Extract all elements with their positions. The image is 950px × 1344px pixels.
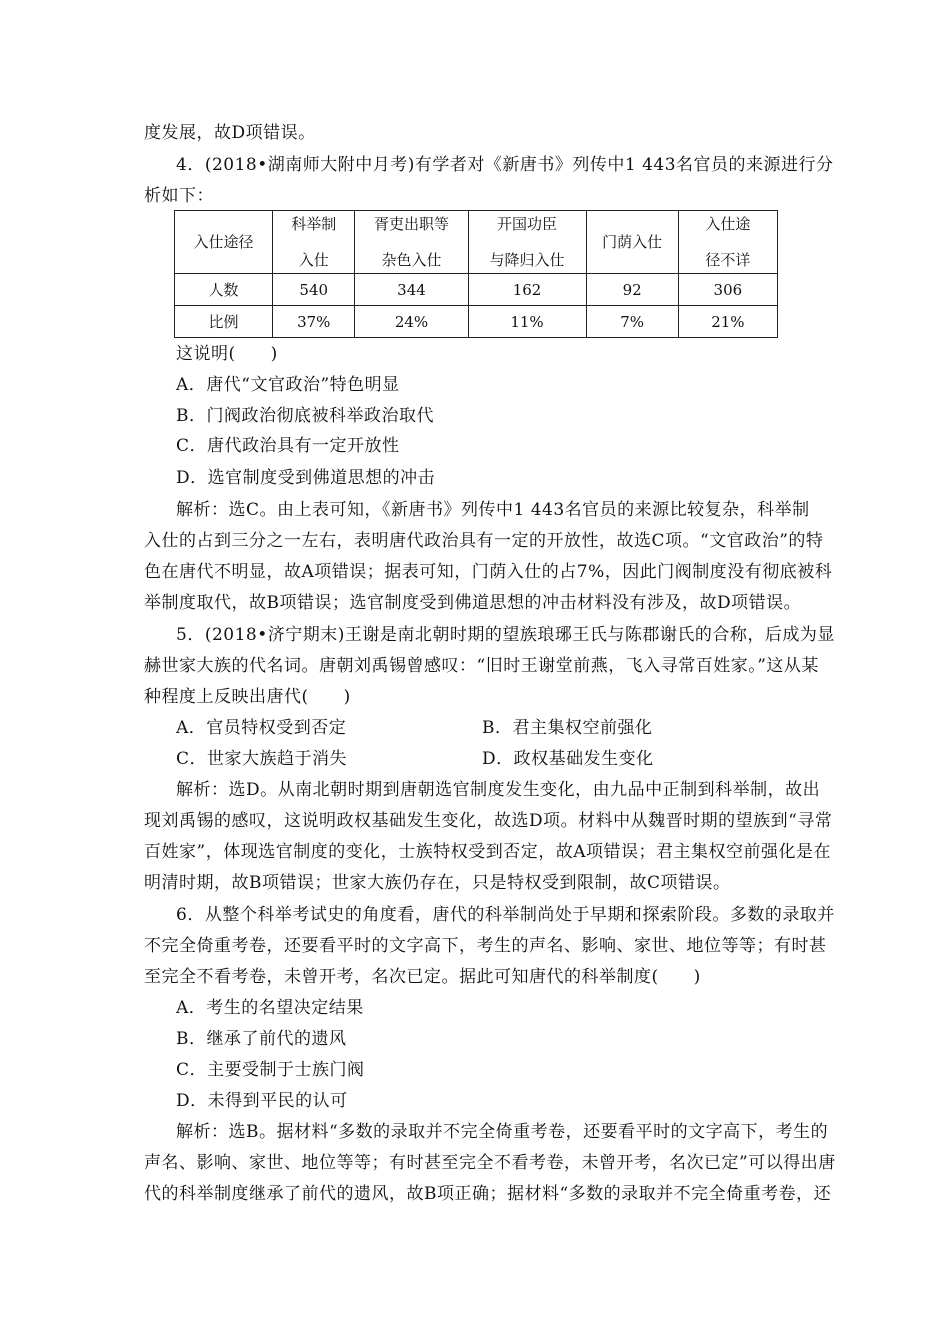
question-5: 5．(2018•济宁期末)王谢是南北朝时期的望族琅琊王氏与陈郡谢氏的合称，后成为显 — [176, 625, 835, 645]
question-4: 4．(2018•湖南师大附中月考)有学者对《新唐书》列传中1 443名官员的来源进行分 — [176, 155, 834, 175]
table-cell: 比例 — [175, 306, 273, 338]
option-b: B．门阀政治彻底被科举政治取代 — [176, 406, 434, 426]
option-c: C．唐代政治具有一定开放性 — [176, 436, 400, 456]
text-line: 声名、影响、家世、地位等等；有时甚至完全不看考卷，未曾开考，名次已定”可以得出唐 — [144, 1153, 836, 1173]
table-cell: 162 — [468, 274, 586, 306]
text-line: 代的科举制度继承了前代的遗风，故B项正确；据材料“多数的录取并不完全倚重考卷，还 — [144, 1184, 832, 1204]
table-cell: 37% — [273, 306, 355, 338]
table-cell: 92 — [586, 274, 678, 306]
official-source-table — [174, 210, 778, 338]
text-line: 入仕的占到三分之一左右，表明唐代政治具有一定的开放性，故选C项。“文官政治”的特 — [144, 531, 824, 551]
text-line: 赫世家大族的代名词。唐朝刘禹锡曾感叹：“旧时王谢堂前燕，飞入寻常百姓家。”这从某 — [144, 656, 819, 676]
answer-5: 解析：选D。从南北朝时期到唐朝选官制度发生变化，由九品中正制到科举制，故出 — [176, 780, 821, 800]
option-a: A．唐代“文官政治”特色明显 — [176, 375, 400, 395]
answer-6: 解析：选B。据材料“多数的录取并不完全倚重考卷，还要看平时的文字高下，考生的 — [176, 1122, 829, 1142]
table-header-cell: 门荫入仕 — [586, 211, 678, 274]
question-6: 6．从整个科举考试史的角度看，唐代的科举制尚处于早期和探索阶段。多数的录取并 — [176, 905, 835, 925]
table-header-cell: 开国功臣 与降归入仕 — [468, 211, 586, 274]
table-header-cell: 科举制 入仕 — [273, 211, 355, 274]
text-line: 析如下： — [144, 186, 214, 206]
table-row — [175, 306, 778, 338]
table-cell: 306 — [678, 274, 777, 306]
text-line: 度发展，故D项错误。 — [144, 123, 316, 143]
table-header-row — [175, 211, 778, 274]
text-line: 明清时期，故B项错误；世家大族仍存在，只是特权受到限制，故C项错误。 — [144, 873, 731, 893]
question-stem: 这说明( ) — [176, 344, 278, 364]
table-cell: 24% — [355, 306, 468, 338]
option-c: C．主要受制于士族门阀 — [176, 1060, 365, 1080]
table-cell: 11% — [468, 306, 586, 338]
text-line: 种程度上反映出唐代( ) — [144, 687, 351, 707]
text-line: 至完全不看考卷，未曾开考，名次已定。据此可知唐代的科举制度( ) — [144, 967, 701, 987]
option-d: D．未得到平民的认可 — [176, 1091, 348, 1111]
option-d: D．选官制度受到佛道思想的冲击 — [176, 468, 436, 488]
text-line: 不完全倚重考卷，还要看平时的文字高下，考生的声名、影响、家世、地位等等；有时甚 — [144, 936, 827, 956]
table-cell: 344 — [355, 274, 468, 306]
text-line: 色在唐代不明显，故A项错误；据表可知，门荫入仕的占7%，因此门阀制度没有彻底被科 — [144, 562, 833, 582]
table-header-cell: 入仕途 径不详 — [678, 211, 777, 274]
table-cell: 7% — [586, 306, 678, 338]
option-a: A．官员特权受到否定 — [176, 718, 347, 738]
table-cell: 人数 — [175, 274, 273, 306]
text-line: 百姓家”，体现选官制度的变化，士族特权受到否定，故A项错误；君主集权空前强化是在 — [144, 842, 831, 862]
option-a: A．考生的名望决定结果 — [176, 998, 364, 1018]
table-row — [175, 274, 778, 306]
option-c: C．世家大族趋于消失 — [176, 749, 348, 769]
text-line: 举制度取代，故B项错误；选官制度受到佛道思想的冲击材料没有涉及，故D项错误。 — [144, 593, 802, 613]
table-cell: 540 — [273, 274, 355, 306]
text-line: 现刘禹锡的感叹，这说明政权基础发生变化，故选D项。材料中从魏晋时期的望族到“寻常 — [144, 811, 833, 831]
table-cell: 21% — [678, 306, 777, 338]
table-header-cell: 入仕途径 — [175, 211, 273, 274]
option-d: D．政权基础发生变化 — [482, 749, 654, 769]
option-b: B．君主集权空前强化 — [482, 718, 653, 738]
option-b: B．继承了前代的遗风 — [176, 1029, 347, 1049]
answer-4: 解析：选C。由上表可知，《新唐书》列传中1 443名官员的来源比较复杂，科举制 — [176, 500, 810, 520]
table-header-cell: 胥吏出职等 杂色入仕 — [355, 211, 468, 274]
